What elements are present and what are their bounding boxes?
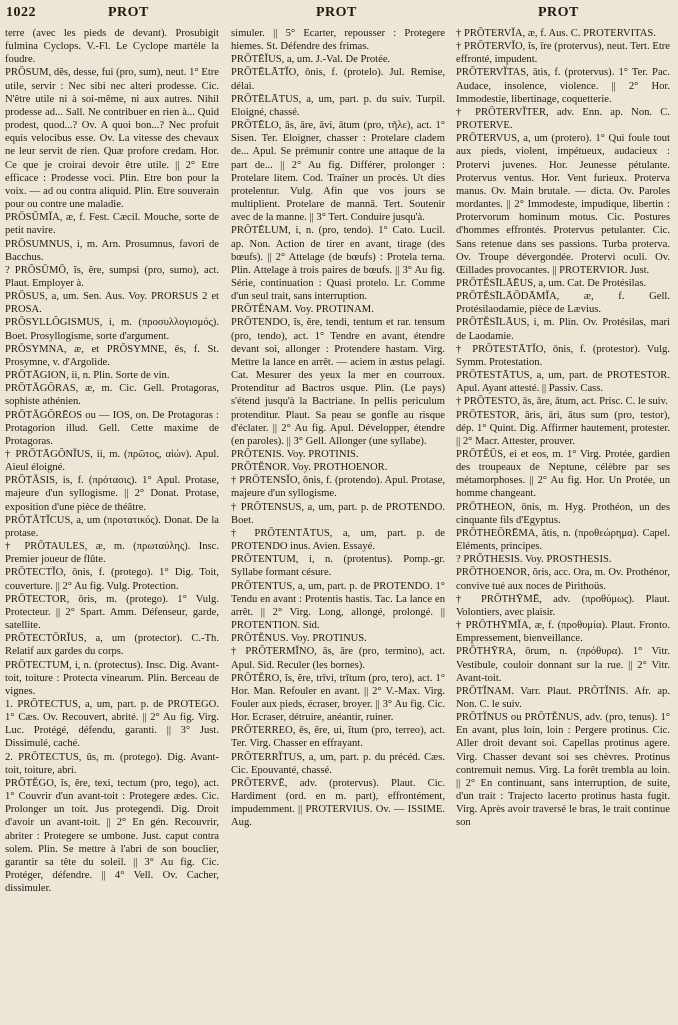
- dictionary-entry: † PRŌTHȲMĬA, æ, f. (προθυμία). Plaut. Fronto. Empressement, bienveillance.: [456, 620, 670, 645]
- page-number: 1022: [6, 5, 36, 20]
- dictionary-entry: † PRŌTERMĬNO, ās, āre (pro, termino), act. Apul. Sid. Reculer (les bornes).: [231, 646, 445, 671]
- dictionary-entry: PRŌTĒLĀTUS, a, um, part. p. du suiv. Turpil. Eloigné, chassé.: [231, 93, 445, 118]
- dictionary-entry: PRŌSUS, a, um. Sen. Aus. Voy. PRORSUS 2 et PROSA.: [5, 291, 219, 316]
- dictionary-entry: PRŌTERREO, ēs, ēre, ui, ĭtum (pro, terreo), act. Ter. Virg. Chasser en effrayant.: [231, 725, 445, 750]
- dictionary-entry: PRŌTERVĒ, adv. (protervus). Plaut. Cic. Hardiment (ord. en m. part), effrontément, impudemment. || PROTERVIUS. Ov. — ISSIME. Aug.: [231, 777, 445, 829]
- dictionary-column-2: [231, 27, 445, 1017]
- dictionary-entry: PRŌTĂTĬCUS, a, um (προτατικός). Donat. De la protase.: [5, 514, 219, 539]
- dictionary-entry: † PRŌTERVĬTER, adv. Enn. ap. Non. C. PROTERVE.: [456, 106, 670, 132]
- dictionary-entry: PRŌTECTŌRĬUS, a, um (protector). C.-Th. Relatif aux gardes du corps.: [5, 633, 219, 658]
- dictionary-entry: PRŌTĔSĪLĀĒUS, a, um. Cat. De Protésilas.: [456, 277, 647, 289]
- dictionary-entry: PRŌTĔGO, ĭs, ĕre, texi, tectum (pro, tego), act. 1° Couvrir d'un avant-toit : Protegere ædes. Cic. Prolonger un toit. Jus protegendi. Dig. Droit d'avoir un avant-toit. || 2° En gén. Recouvrir, abriter : Protegere se umbone. Just. caput contra solem. Plin. Se mettre à l'abri de son bouclier, garantir sa tête du soleil. || 3° Au fig. Cic. Protéger, défendre. || 4° Vell. Ov. Cacher, dissimuler.: [5, 777, 219, 895]
- dictionary-entry: PRŌTĒLUM, i, n. (pro, tendo). 1° Cato. Lucil. ap. Non. Action de tirer en avant, tirage (des bœufs). || 2° Attelage (de bœufs) : Protela terna. Plin. Attelage à trois paires de bœufs. || 3° Au fig. Série, continuation : Quasi protelo. Lr. Comme d'un seul trait, sans interruption.: [231, 225, 445, 303]
- dictionary-entry: PRŌTHȲRA, ōrum, n. (πρόθυρα). 1° Vitr. Vestibule, couloir donnant sur la rue. || 2° Vitr. Avant-toit.: [456, 646, 670, 684]
- dictionary-entry: PRŌTERVĬTAS, ātis, f. (protervus). 1° Ter. Pac. Audace, insolence, violence. || 2° Hor. Immodestie, libertinage, coquetterie.: [456, 67, 670, 105]
- dictionary-entry: PRŌTENDO, ĭs, ĕre, tendi, tentum et rar. tensum (pro, tendo), act. 1° Tendre en avant, étendre devant soi, allonger : Protendere hastam. Virg. Mettre la lance en arrêt. — aciem in æstus pelagi. Cat. Mesurer des yeux la mer en courroux. Protenditur ad Bactros usque. Plin. (Le pays) s'étend jusqu'à la Bactriane. In pellis periculum protenditur. Plaut. Sa peau se gonfle au risque d'éclater. || 2° Au fig. Apul. Développer, étendre (en paroles). || 3° Gell. Allonger (une syllabe).: [231, 317, 445, 447]
- dictionary-entry: † PRŌTERVĬA, æ, f. Aus. C. PROTERVITAS.: [456, 28, 656, 39]
- dictionary-entry: PRŌTECTUM, i, n. (protectus). Insc. Dig. Avant-toit, toiture : Protecta vinearum. Plin. Berceau de vignes.: [5, 659, 219, 697]
- dictionary-entry: PRŌTĀGION, ii, n. Plin. Sorte de vin.: [5, 370, 170, 382]
- dictionary-entry: terre (avec les pieds de devant). Prosubigit fulmina Cyclops. V.-Fl. Le Cyclope martèle la foudre.: [5, 28, 219, 66]
- dictionary-entry: PRŌSYLLŎGISMUS, i, m. (προσυλλογισμός). Boet. Prosyllogisme, sorte d'argument.: [5, 317, 219, 342]
- dictionary-entry: PRŌTESTĀTUS, a, um, part. de PROTESTOR. Apul. Ayant attesté. || Passiv. Cass.: [456, 370, 670, 395]
- dictionary-entry: † PRŌTESTO, ās, āre, ātum, act. Prisc. C. le suiv.: [456, 396, 668, 408]
- dictionary-entry: ? PRŌSŪMŌ, ĭs, ĕre, sumpsi (pro, sumo), act. Plaut. Employer à.: [5, 264, 219, 289]
- dictionary-entry: PRŌTĔNAM. Voy. PROTINAM.: [231, 304, 374, 316]
- dictionary-entry: PRŌTECTĬO, ōnis, f. (protego). 1° Dig. Toit, couverture. || 2° Au fig. Vulg. Protection.: [5, 567, 219, 592]
- dictionary-entry: PRŌSYMNA, æ, et PRŌSYMNE, ēs, f. St. Prosymne, v. d'Argolide.: [5, 343, 219, 368]
- dictionary-entry: PRŌTĔRO, ĭs, ĕre, trīvi, trītum (pro, tero), act. 1° Hor. Man. Refouler en avant. || 2° V.-Max. Virg. Fouler aux pieds, écraser, broyer. || 3° Au fig. Cic. Hor. Ecraser, détruire, anéantir, ruiner.: [231, 672, 445, 724]
- dictionary-entry: PRŌTERRĬTUS, a, um, part. p. du précéd. Cæs. Cic. Epouvanté, chassé.: [231, 751, 445, 776]
- dictionary-column-3: [456, 27, 670, 1017]
- dictionary-entry: 1. PRŌTECTUS, a, um, part. p. de PROTEGO. 1° Cæs. Ov. Recouvert, abrité. || 2° Au fig. Virg. Luc. Protégé, défendu, garanti. || 3° Just. Dissimulé, caché.: [5, 698, 219, 750]
- dictionary-entry: PRŌTĂSIS, is, f. (πρότασις). 1° Apul. Protase, majeure d'un syllogisme. || 2° Donat. Protase, exposition d'une pièce de théâtre.: [5, 475, 219, 513]
- dictionary-entry: simuler. || 5° Ecarter, repousser : Protegere hiemes. St. Défendre des frimas.: [231, 28, 445, 53]
- dictionary-entry: PRŌTENTUM, i, n. (protentus). Pomp.-gr. Syllabe formant césure.: [231, 554, 445, 579]
- dictionary-entry: PRŌTESTOR, āris, āri, ātus sum (pro, testor), dép. 1° Quint. Dig. Affirmer hautement, protester. || 2° Macr. Attester, prouver.: [456, 409, 670, 447]
- dictionary-entry: PRŌTĬNUS ou PRŌTĔNUS, adv. (pro, tenus). 1° En avant, plus loin, loin : Pergere protinus. Cic. Aller droit devant soi. Capellas protinus agere. Virg. Chasser devant soi ses chèvres. Protinus contremuit nemus. Virg. La forêt trembla au loin. || 2° En continuant, sans interruption, de suite, d'un trait : Trajecto lacerto protinus hasta fugit. Virg. Après avoir traversé le bras, le trait continue son: [456, 712, 670, 829]
- dictionary-entry: PRŌTĬNAM. Varr. Plaut. PRŌTĬNIS. Afr. ap. Non. C. le suiv.: [456, 685, 670, 710]
- dictionary-entry: † PRŌTENTĀTUS, a, um, part. p. de PROTENDO inus. Avien. Essayé.: [231, 527, 445, 553]
- dictionary-entry: † PRŌTAULES, æ, m. (πρωταύλης). Insc. Premier joueur de flûte.: [5, 541, 219, 566]
- dictionary-entry: PRŌTĔNOR. Voy. PROTHOENOR.: [231, 462, 388, 474]
- dictionary-entry: † PRŌTHȲMĒ, adv. (προθύμως). Plaut. Volontiers, avec plaisir.: [456, 593, 670, 618]
- dictionary-entry: † PRŌTĀGŎNĬUS, ii, m. (πρῶτος, αἰών). Apul. Aieul éloigné.: [5, 449, 219, 474]
- dictionary-entry: PRŌTĂGŎRAS, æ, m. Cic. Gell. Protagoras, sophiste athénien.: [5, 383, 219, 408]
- dictionary-entry: PRŌTĔNUS. Voy. PROTINUS.: [231, 633, 367, 645]
- dictionary-entry: † PRŌTENSUS, a, um, part. p. de PROTENDO. Boet.: [231, 501, 445, 526]
- dictionary-entry: PRŌTHEON, ōnis, m. Hyg. Prothéon, un des cinquante fils d'Egyptus.: [456, 501, 670, 526]
- dictionary-entry: PRŌTĒĬUS, a, um. J.-Val. De Protée.: [231, 54, 391, 66]
- running-head-left: PROT: [108, 5, 149, 20]
- dictionary-entry: PRŌTĂGŎRĒOS ou — IOS, on. De Protagoras : Protagorion illud. Gell. Cette maxime de Protagoras.: [5, 409, 219, 447]
- dictionary-entry: PRŌSŪMĬA, æ, f. Fest. Cæcil. Mouche, sorte de petit navire.: [5, 212, 219, 237]
- running-head-right: PROT: [538, 5, 579, 20]
- dictionary-entry: 2. PRŌTECTUS, ūs, m. (protego). Dig. Avant-toit, toiture, abri.: [5, 751, 219, 776]
- dictionary-entry: † PRŌTESTĀTĬO, ōnis, f. (protestor). Vulg. Symm. Protestation.: [456, 343, 670, 368]
- dictionary-entry: PRŌTHEŌRĒMA, ătis, n. (προθεώρημα). Capel. Eléments, principes.: [456, 527, 670, 553]
- dictionary-entry: † PRŌTENSĬO, ōnis, f. (protendo). Apul. Protase, majeure d'un syllogisme.: [231, 475, 445, 500]
- dictionary-entry: PRŌTĔSĪLĀŌDĀMĬA, æ, f. Gell. Protésilaodamie, pièce de Lævius.: [456, 291, 670, 316]
- dictionary-entry: PRŌTĒLĀTĬO, ōnis, f. (protelo). Jul. Remise, délai.: [231, 67, 445, 92]
- dictionary-entry: PRŌTERVUS, a, um (protero). 1° Qui foule tout aux pieds, violent, impétueux, audacieux : Protervi juvenes. Hor. Jeunesse pétulante. Protervus ventus. Hor. Vent furieux. Proterva manus. Ov. Main brutale. — dicta. Ov. Paroles mordantes. || 2° Immodeste, impudique, libertin : Protervorum hominum motus. Cic. Postures d'hommes effrontés. Protervus petulanter. Cic. Sans retenue dans ses passions. Turba proterva. Ov. Troupe dévergondée. Protervi oculi. Ov. Œillades provocantes. || PROTERVIOR. Just.: [456, 133, 670, 276]
- dictionary-entry: PRŌSUMNUS, i, m. Arn. Prosumnus, favori de Bacchus.: [5, 238, 219, 263]
- dictionary-entry: PRŌTENIS. Voy. PROTINIS.: [231, 449, 359, 460]
- dictionary-entry: PRŌSUM, dĕs, desse, fui (pro, sum), neut. 1° Etre utile, servir : Nec sibi nec alteri prodesse. Cic. N'être utile ni à soi-même, ni aux autres. Nihil prodesse ad... Sall. Ne contribuer en rien à... Quid prodest, quod...? Ov. A quoi bon...? Nec profuit equis velocibus esse. Ov. La vitesse des chevaux ne leur servit de rien. Quæ profore credam. Hor. Ce que je croirai devoir être utile. || 2° Etre efficace : Prodesse voci. Plin. Etre bon pour la voix. — ad ou contra aliquid. Plin. Etre souverain pour ou contre une maladie.: [5, 67, 219, 211]
- page-header: [0, 0, 678, 22]
- dictionary-entry: PRŌTHOENOR, ŏris, acc. Ora, m. Ov. Prothénor, convive tué aux noces de Pirithoüs.: [456, 567, 670, 592]
- dictionary-entry: PRŌTĔŪS, ei et eos, m. 1° Virg. Protée, gardien des troupeaux de Neptune, célèbre par ses métamorphoses. || 2° Au fig. Hor. Un Protée, un homme changeant.: [456, 449, 670, 500]
- dictionary-entry: PRŌTĔSĪLĀUS, i, m. Plin. Ov. Protésilas, mari de Laodamie.: [456, 317, 670, 342]
- dictionary-column-1: [5, 27, 219, 1017]
- dictionary-entry: PRŌTECTOR, ōris, m. (protego). 1° Vulg. Protecteur. || 2° Spart. Amm. Défenseur, garde, satellite.: [5, 593, 219, 632]
- dictionary-entry: ? PRŌTHESIS. Voy. PROSTHESIS.: [456, 554, 612, 566]
- dictionary-entry: PRŌTĒLO, ās, āre, āvi, ātum (pro, τῆλε), act. 1° Sisen. Ter. Eloigner, chasser : Protelare cladem de... Apul. Se prémunir contre une attaque de la part de... || 2° Au fig. Différer, prolonger : Protelare litem. Cod. Traîner un procès. Ut dies protelentur. Vulg. Afin que vos jours se multiplient. Protelare de mannā. Tert. Soutenir avec de la manne. || 3° Tert. Conduire jusqu'à.: [231, 120, 445, 224]
- running-head-center: PROT: [316, 5, 357, 20]
- dictionary-entry: PRŌTENTUS, a, um, part. p. de PROTENDO. 1° Tendu en avant : Protentis hastis. Tac. La lance en arrêt. || 2° Virg. Long, allongé, prolongé. || PROTENTION. Sid.: [231, 580, 445, 632]
- dictionary-entry: † PRŌTERVĬO, ĭs, īre (protervus), neut. Tert. Etre effronté, impudent.: [456, 41, 670, 66]
